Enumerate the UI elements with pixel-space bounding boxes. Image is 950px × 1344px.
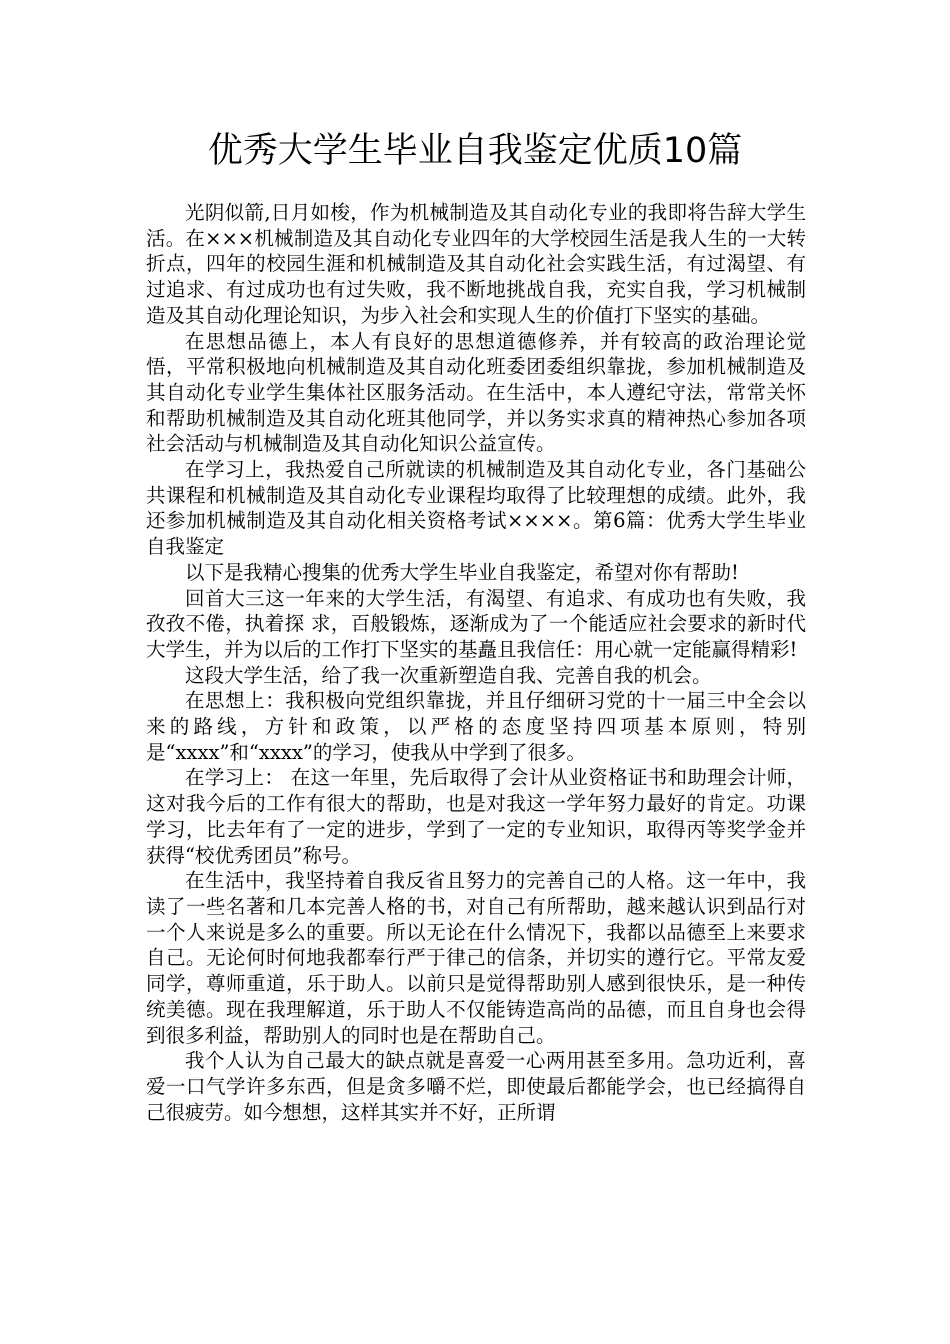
paragraph: 在学习上，我热爱自己所就读的机械制造及其自动化专业，各门基础公共课程和机械制造及其自动化专业课程均取得了比较理想的成绩。此外，我还参加机械制造及其自动化相关资格考试××××。第6篇：优秀大学生毕业自我鉴定 bbox=[146, 458, 806, 559]
paragraph: 这段大学生活，给了我一次重新塑造自我、完善自我的机会。 bbox=[185, 663, 712, 687]
paragraph: 在思想品德上，本人有良好的思想道德修养，并有较高的政治理论觉悟，平常积极地向机械制造及其自动化班委团委组织靠拢，参加机械制造及其自动化专业学生集体社区服务活动。在生活中，本人遵纪守法，常常关怀和帮助机械制造及其自动化班其他同学，并以务实求真的精神热心参加各项社会活动与机械制造及其自动化知识公益宣传。 bbox=[146, 329, 806, 456]
document-body bbox=[146, 200, 806, 1125]
paragraph: 我个人认为自己最大的缺点就是喜爱一心两用甚至多用。急功近利，喜爱一口气学许多东西，但是贪多嚼不烂，即使最后都能学会，也已经搞得自己很疲劳。如今想想，这样其实并不好，正所谓 bbox=[146, 1049, 806, 1124]
paragraph: 在学习上： 在这一年里，先后取得了会计从业资格证书和助理会计师，这对我今后的工作有很大的帮助，也是对我这一学年努力最好的肯定。功课学习，比去年有了一定的进步，学到了一定的专业知识，取得丙等奖学金并获得“校优秀团员”称号。 bbox=[146, 766, 806, 867]
paragraph: 光阴似箭,日月如梭，作为机械制造及其自动化专业的我即将告辞大学生活。在×××机械制造及其自动化专业四年的大学校园生活是我人生的一大转折点，四年的校园生涯和机械制造及其自动化社会实践生活，有过渴望、有过追求、有过成功也有过失败，我不断地挑战自我，充实自我，学习机械制造及其自动化理论知识，为步入社会和实现人生的价值打下坚实的基础。 bbox=[146, 201, 806, 327]
paragraph: 回首大三这一年来的大学生活，有渴望、有追求、有成功也有失败，我孜孜不倦，执着探 求，百般锻炼，逐渐成为了一个能适应社会要求的新时代大学生，并为以后的工作打下坚实的基矗且我信任：用心就一定能赢得精彩! bbox=[146, 586, 806, 661]
paragraph: 以下是我精心搜集的优秀大学生毕业自我鉴定，希望对你有帮助! bbox=[185, 560, 739, 584]
document-title: 优秀大学生毕业自我鉴定优质10篇 bbox=[207, 131, 743, 171]
paragraph: 在思想上：我积极向党组织靠拢，并且仔细研习党的十一届三中全会以来的路线，方针和政策，以严格的态度坚持四项基本原则，特别是“xxxx”和“xxxx”的学习，使我从中学到了很多。 bbox=[146, 689, 806, 764]
paragraph: 在生活中，我坚持着自我反省且努力的完善自己的人格。这一年中，我读了一些名著和几本完善人格的书，对自己有所帮助，越来越认识到品行对一个人来说是多么的重要。所以无论在什么情况下，我都以品德至上来要求自己。无论何时何地我都奉行严于律己的信条，并切实的遵行它。平常友爱同学，尊师重道，乐于助人。以前只是觉得帮助别人感到很快乐，是一种传统美德。现在我理解道，乐于助人不仅能铸造高尚的品德，而且自身也会得到很多利益，帮助别人的同时也是在帮助自己。 bbox=[146, 869, 806, 1047]
